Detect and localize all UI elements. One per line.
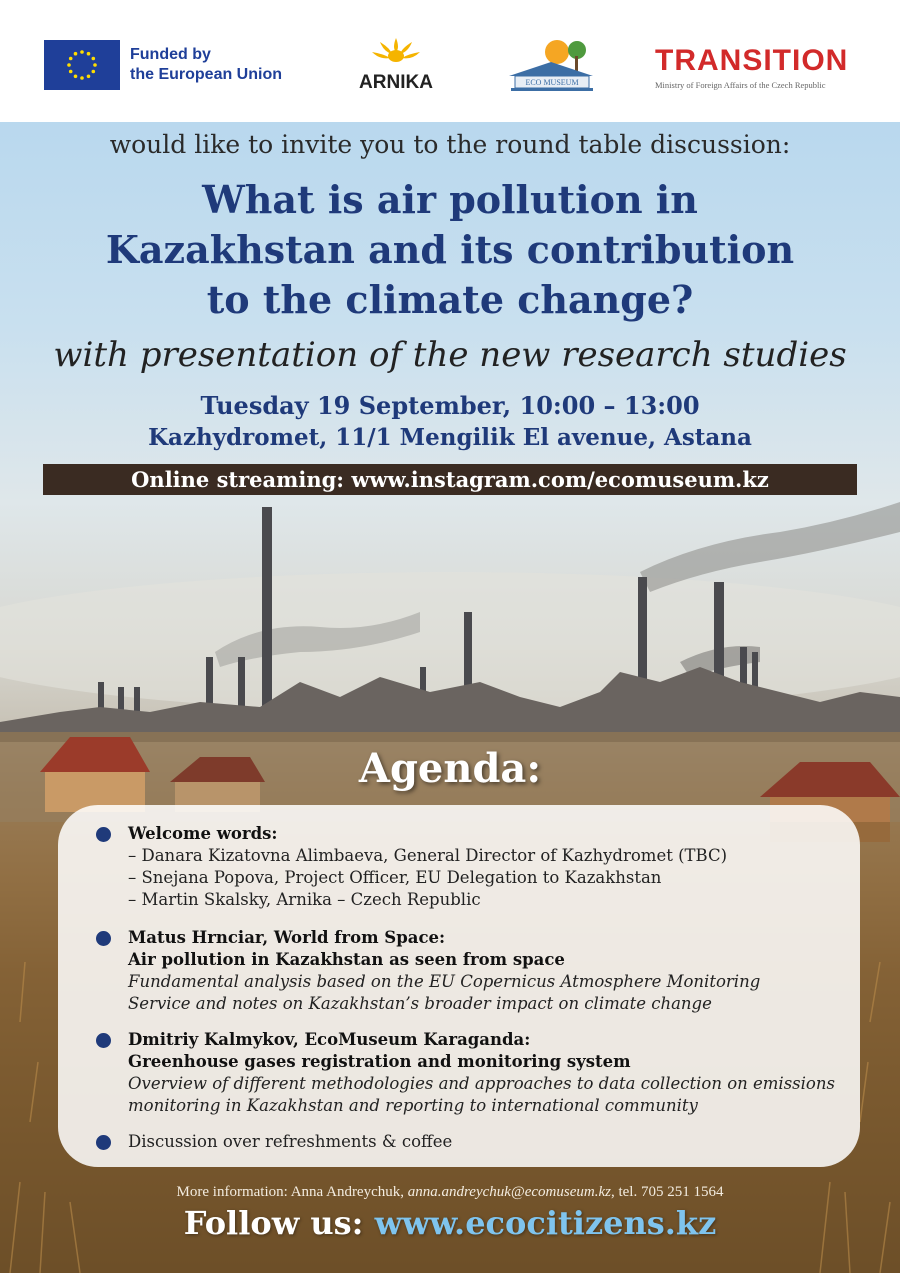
- agenda-item-text: Discussion over refreshments & coffee: [128, 1132, 453, 1151]
- streaming-banner: Online streaming: www.instagram.com/ecomuseum.kz: [43, 464, 857, 495]
- follow-us: [0, 1204, 900, 1242]
- follow-url-link[interactable]: www.ecocitizens.kz: [374, 1204, 717, 1242]
- agenda-item-heading: Matus Hrnciar, World from Space:: [128, 928, 446, 947]
- event-title-line3: to the climate change?: [206, 277, 694, 322]
- agenda-item-subheading: Air pollution in Kazakhstan as seen from space: [128, 950, 565, 969]
- eu-flag-icon: [44, 40, 120, 90]
- event-title-line2: Kazakhstan and its contribution: [105, 227, 795, 272]
- agenda-item-hrnciar: [100, 927, 840, 1015]
- event-date-time: Tuesday 19 September, 10:00 – 13:00: [200, 391, 700, 420]
- agenda-speaker-line: – Snejana Popova, Project Officer, EU Delegation to Kazakhstan: [128, 868, 662, 887]
- event-subtitle: with presentation of the new research studies: [53, 335, 847, 375]
- arnika-flower-icon: [350, 34, 442, 74]
- agenda-item-description: Fundamental analysis based on the EU Copernicus Atmosphere Monitoring: [128, 972, 761, 991]
- agenda-speaker-line: – Martin Skalsky, Arnika – Czech Republic: [128, 890, 481, 909]
- bullet-icon: [96, 1135, 111, 1150]
- transition-logo-text: TRANSITION: [655, 44, 849, 77]
- event-title: [30, 175, 870, 325]
- eu-logo: [44, 40, 282, 90]
- agenda-title: Agenda:: [358, 745, 542, 792]
- header-bar: [0, 0, 900, 122]
- agenda-item-description: Service and notes on Kazakhstan’s broader impact on climate change: [128, 994, 712, 1013]
- bullet-icon: [96, 1033, 111, 1048]
- more-info-suffix: , tel. 705 251 1564: [610, 1184, 724, 1200]
- agenda-item-heading: Welcome words:: [128, 824, 278, 843]
- follow-label: Follow us:: [183, 1204, 375, 1242]
- agenda-item-welcome: [100, 823, 840, 911]
- transition-logo: [655, 44, 865, 90]
- eu-text-line2: the European Union: [130, 66, 282, 83]
- event-title-line1: What is air pollution in: [202, 177, 698, 222]
- arnika-logo-text: ARNIKA: [359, 72, 433, 93]
- ecomuseum-logo: [505, 34, 595, 96]
- event-venue: Kazhydromet, 11/1 Mengilik El avenue, Astana: [148, 424, 752, 451]
- more-info-prefix: More information: Anna Andreychuk,: [176, 1184, 408, 1200]
- agenda-speaker-line: – Danara Kizatovna Alimbaeva, General Director of Kazhydromet (TBC): [128, 846, 728, 865]
- bullet-icon: [96, 931, 111, 946]
- contact-email-link[interactable]: anna.andreychuk@ecomuseum.kz: [407, 1184, 611, 1200]
- arnika-logo: [350, 34, 442, 96]
- agenda-item-heading: Dmitriy Kalmykov, EcoMuseum Karaganda:: [128, 1030, 531, 1049]
- ecomuseum-logo-text: ECO MUSEUM: [525, 78, 579, 87]
- transition-subtitle: Ministry of Foreign Affairs of the Czech Republic: [655, 80, 826, 90]
- bullet-icon: [96, 827, 111, 842]
- agenda-item-description: monitoring in Kazakhstan and reporting to international community: [128, 1096, 698, 1115]
- more-information: [0, 1184, 900, 1201]
- eu-text-line1: Funded by: [130, 46, 211, 63]
- agenda-item-kalmykov: [100, 1029, 840, 1117]
- agenda-item-description: Overview of different methodologies and approaches to data collection on emissions: [128, 1074, 835, 1093]
- agenda-item-discussion: [100, 1131, 840, 1153]
- invite-intro: would like to invite you to the round table discussion:: [109, 130, 791, 159]
- agenda-item-subheading: Greenhouse gases registration and monitoring system: [128, 1052, 631, 1071]
